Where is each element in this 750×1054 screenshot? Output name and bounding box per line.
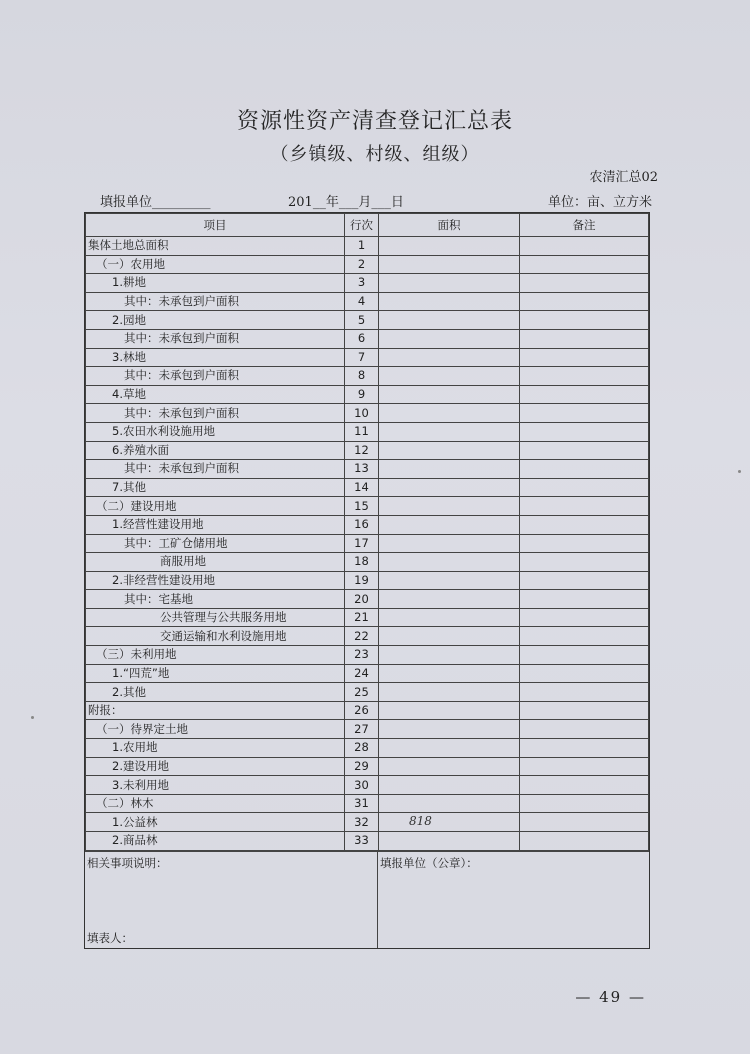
row-area[interactable] [379,757,520,776]
form-title: 资源性资产清查登记汇总表 [236,109,513,134]
row-number: 22 [345,627,379,646]
table-row [86,255,649,274]
row-area[interactable] [379,813,520,832]
row-number: 6 [345,329,379,348]
notes-box [85,852,378,948]
row-area[interactable] [379,720,520,739]
row-number: 25 [345,683,379,702]
row-number: 30 [345,776,379,795]
row-remark[interactable] [520,385,649,404]
filler-label: 填表人： [87,930,133,945]
row-area[interactable] [379,274,520,293]
row-area[interactable] [379,292,520,311]
row-item: 其中：未承包到户面积 [86,329,345,348]
table-row [86,497,649,516]
table-row [86,571,649,590]
row-area[interactable] [379,422,520,441]
row-number: 19 [345,571,379,590]
row-area[interactable] [379,553,520,572]
row-item: 其中：宅基地 [86,590,345,609]
seal-label: 填报单位（公章）： [380,855,478,870]
table-row [86,515,649,534]
row-item: 1.“四荒”地 [86,664,345,683]
form-code: 农清汇总02 [589,170,658,185]
table-row [86,720,649,739]
row-area[interactable] [379,237,520,256]
measure-unit-label: 单位：亩、立方米 [547,195,652,210]
row-area[interactable] [379,627,520,646]
table-row [86,348,649,367]
row-number: 15 [345,497,379,516]
fill-unit-label: 填报单位_________ [100,195,211,210]
row-remark[interactable] [520,292,649,311]
table-row [86,478,649,497]
row-item: 7.其他 [86,478,345,497]
row-item: 1.经营性建设用地 [86,515,345,534]
row-item: 2.建设用地 [86,757,345,776]
row-item: 1.耕地 [86,274,345,293]
header-area: 面积 [379,214,520,237]
row-item: 3.未利用地 [86,776,345,795]
row-remark[interactable] [520,832,649,851]
row-number: 5 [345,311,379,330]
row-number: 8 [345,367,379,386]
row-remark[interactable] [520,311,649,330]
row-item: 交通运输和水利设施用地 [86,627,345,646]
row-item: 其中：工矿仓储用地 [86,534,345,553]
table-row [86,664,649,683]
date-label: 201__年___月___日 [288,195,404,210]
header-row-no: 行次 [345,214,379,237]
row-remark[interactable] [520,441,649,460]
table-row [86,832,649,851]
page-number: — 49 — [575,988,646,1006]
row-area[interactable] [379,385,520,404]
table-row [86,385,649,404]
row-remark[interactable] [520,367,649,386]
table-row [86,813,649,832]
row-number: 24 [345,664,379,683]
row-area[interactable] [379,832,520,851]
row-remark[interactable] [520,274,649,293]
summary-table [84,212,650,949]
table-row [86,757,649,776]
row-area[interactable] [379,776,520,795]
row-number: 9 [345,385,379,404]
row-item: 4.草地 [86,385,345,404]
row-area[interactable] [379,497,520,516]
table-row [86,590,649,609]
table-row [86,627,649,646]
row-number: 33 [345,832,379,851]
row-area[interactable] [379,348,520,367]
row-item: 其中：未承包到户面积 [86,367,345,386]
row-area[interactable] [379,701,520,720]
row-area[interactable] [379,515,520,534]
row-area[interactable] [379,329,520,348]
row-remark[interactable] [520,590,649,609]
row-item: 集体土地总面积 [86,237,345,256]
table-header-row [86,214,649,237]
row-area[interactable] [379,739,520,758]
row-number: 2 [345,255,379,274]
row-remark[interactable] [520,460,649,479]
row-area[interactable] [379,608,520,627]
row-remark[interactable] [520,757,649,776]
row-area[interactable] [379,441,520,460]
row-area[interactable] [379,794,520,813]
row-remark[interactable] [520,255,649,274]
table-row [86,608,649,627]
table-row [86,534,649,553]
row-number: 28 [345,739,379,758]
row-number: 10 [345,404,379,423]
row-number: 26 [345,701,379,720]
row-item: 5.农田水利设施用地 [86,422,345,441]
row-area[interactable] [379,367,520,386]
row-item: 2.商品林 [86,832,345,851]
row-item: 其中：未承包到户面积 [86,460,345,479]
row-item: 其中：未承包到户面积 [86,292,345,311]
row-item: 3.林地 [86,348,345,367]
row-item: 其中：未承包到户面积 [86,404,345,423]
row-area[interactable] [379,534,520,553]
table-row [86,794,649,813]
row-remark[interactable] [520,701,649,720]
table-footer [85,851,649,948]
row-remark[interactable] [520,720,649,739]
row-number: 3 [345,274,379,293]
row-area[interactable] [379,646,520,665]
row-remark[interactable] [520,404,649,423]
row-number: 1 [345,237,379,256]
table-row [86,683,649,702]
table-row [86,404,649,423]
table-row [86,422,649,441]
row-number: 7 [345,348,379,367]
row-number: 12 [345,441,379,460]
paper-speck [738,470,741,473]
row-remark[interactable] [520,776,649,795]
row-remark[interactable] [520,608,649,627]
row-item: 公共管理与公共服务用地 [86,608,345,627]
table-row [86,237,649,256]
table-row [86,367,649,386]
row-remark[interactable] [520,422,649,441]
row-remark[interactable] [520,571,649,590]
table-row [86,460,649,479]
table-row [86,274,649,293]
table-row [86,292,649,311]
row-remark[interactable] [520,534,649,553]
row-remark[interactable] [520,478,649,497]
row-remark[interactable] [520,329,649,348]
row-remark[interactable] [520,683,649,702]
row-area[interactable] [379,478,520,497]
row-item: （一）农用地 [86,255,345,274]
row-number: 14 [345,478,379,497]
row-number: 16 [345,515,379,534]
form-subtitle: （乡镇级、村级、组级） [270,144,480,165]
row-item: 附报： [86,701,345,720]
row-remark[interactable] [520,348,649,367]
row-item: 商服用地 [86,553,345,572]
row-remark[interactable] [520,497,649,516]
row-number: 27 [345,720,379,739]
row-number: 32 [345,813,379,832]
row-item: （二）林木 [86,794,345,813]
row-item: （一）待界定土地 [86,720,345,739]
handwritten-area-value: 818 [409,814,432,829]
row-number: 29 [345,757,379,776]
row-number: 21 [345,608,379,627]
row-area[interactable] [379,590,520,609]
row-item: （三）未利用地 [86,646,345,665]
seal-box [378,852,649,948]
table-row [86,311,649,330]
row-item: 2.非经营性建设用地 [86,571,345,590]
header-item: 项目 [86,214,345,237]
table-row [86,553,649,572]
row-number: 13 [345,460,379,479]
row-item: 2.园地 [86,311,345,330]
row-area[interactable] [379,571,520,590]
table-row [86,701,649,720]
row-item: （二）建设用地 [86,497,345,516]
notes-label: 相关事项说明： [87,855,168,870]
row-number: 20 [345,590,379,609]
row-remark[interactable] [520,739,649,758]
row-number: 18 [345,553,379,572]
row-number: 11 [345,422,379,441]
row-item: 6.养殖水面 [86,441,345,460]
row-number: 17 [345,534,379,553]
row-number: 31 [345,794,379,813]
row-remark[interactable] [520,664,649,683]
table-row [86,329,649,348]
row-area[interactable] [379,683,520,702]
row-area[interactable] [379,255,520,274]
row-remark[interactable] [520,813,649,832]
row-remark[interactable] [520,627,649,646]
table-row [86,739,649,758]
row-number: 4 [345,292,379,311]
table-row [86,776,649,795]
table-row [86,441,649,460]
row-area[interactable] [379,460,520,479]
row-area[interactable] [379,664,520,683]
row-item: 1.农用地 [86,739,345,758]
row-remark[interactable] [520,237,649,256]
row-area[interactable] [379,404,520,423]
row-remark[interactable] [520,794,649,813]
row-area[interactable] [379,311,520,330]
row-item: 1.公益林 [86,813,345,832]
row-number: 23 [345,646,379,665]
table-row [86,646,649,665]
row-item: 2.其他 [86,683,345,702]
paper-speck [31,716,34,719]
row-remark[interactable] [520,646,649,665]
row-remark[interactable] [520,515,649,534]
row-remark[interactable] [520,553,649,572]
header-remark: 备注 [520,214,649,237]
